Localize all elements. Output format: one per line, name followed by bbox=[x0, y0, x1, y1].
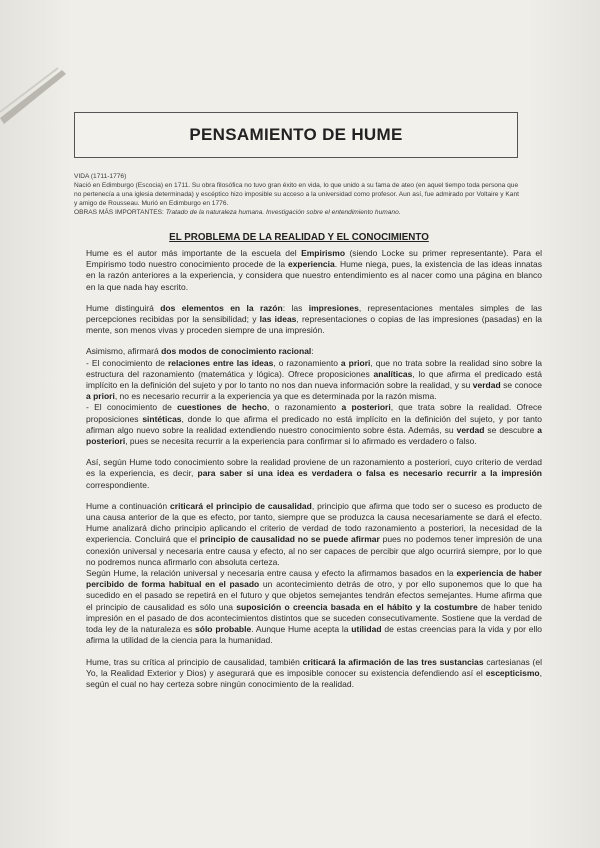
paragraph-elementos bbox=[86, 303, 542, 337]
text-run: Hume a continuación bbox=[86, 500, 171, 511]
text-run: de estas creencias para la vida y por ello afirma la utilidad de la ciencia para la humanidad. bbox=[86, 624, 542, 646]
text-run: , principio que afirma que todo ser o suceso es producto de una causa anterior de la que es efecto, por tanto, siempre que se produzca la causa necesariamente se dará el efecto. Hume analizará dicho principio aplicando el criterio de verdad de todo razonamiento a posteriori, la necesidad de la experiencia. Concluirá que el bbox=[86, 500, 543, 545]
bold-run: a posteriori bbox=[86, 424, 543, 447]
bold-run: experiencia de haber percibido de forma habitual en el pasado bbox=[86, 568, 542, 590]
text-run: pues no podemos tener impresión de una conexión universal y necesaria entre causa y efecto, al no ser capaces de percibir que algo ocurrirá siempre, por lo que no podremos nunca afirmarlo con absoluta certeza. bbox=[86, 534, 543, 567]
bold-run: experiencia bbox=[287, 259, 335, 270]
text-run: , pues se necesita recurrir a la experiencia para confirmar si lo afirmado es verdadero o falso. bbox=[125, 436, 477, 447]
text-run: Según Hume, la relación universal y necesaria entre causa y efecto la afirmamos basados en la bbox=[86, 568, 457, 579]
text-run: Así, según Hume todo conocimiento sobre la realidad proviene de un razonamiento a posteriori, cuyo criterio de verdad es la experiencia, es decir, bbox=[86, 457, 542, 479]
section-title: EL PROBLEMA DE LA REALIDAD Y EL CONOCIMIENTO bbox=[169, 232, 429, 243]
bold-run: relaciones entre las ideas bbox=[167, 357, 274, 368]
vida-section bbox=[74, 172, 524, 217]
text-run: . Hume niega, pues, la existencia de las ideas innatas en la razón anteriores a la experiencia, y considera que nuestro entendimiento es al nacer como una página en blanco en la que nada hay escrito. bbox=[86, 259, 542, 292]
text-run: , donde lo que afirma el predicado no está implícito en la definición del sujeto, y por tanto afirman algo nuevo sobre la realidad extendiendo nuestro conocimiento sobre ésta. Además, su bbox=[86, 413, 542, 435]
bold-run: escepticismo bbox=[485, 667, 540, 678]
page-fold-mark bbox=[0, 0, 90, 130]
text-run: - El conocimiento de bbox=[86, 357, 168, 368]
text-run: cartesianas (el Yo, la Realidad Exterior y Dios) y asegurará que es imposible conocer su existencia defendiendo así el bbox=[86, 656, 543, 678]
bold-run: dos elementos en la razón bbox=[160, 302, 283, 313]
bold-run: analíticas bbox=[373, 368, 413, 379]
vida-obras bbox=[74, 208, 524, 217]
list-item-a-posteriori bbox=[86, 402, 542, 447]
paragraph-modos bbox=[86, 346, 542, 447]
bold-run: verdad bbox=[456, 424, 485, 435]
text-run: : bbox=[311, 346, 314, 357]
text-run: , no es necesario recurrir a la experiencia ya que es determinada por la razón misma. bbox=[114, 391, 437, 402]
text-run: (siendo Locke su primer representante). Para el Empirismo todo nuestro conocimiento procede de la bbox=[86, 248, 543, 270]
text-run: . Aunque Hume acepta la bbox=[251, 624, 352, 635]
bold-run: cuestiones de hecho bbox=[177, 402, 268, 413]
text-run: se conoce bbox=[500, 380, 542, 391]
title-box bbox=[74, 112, 518, 158]
bold-run: criticará el principio de causalidad bbox=[170, 500, 312, 511]
bold-run: suposición o creencia basada en el hábito y la costumbre bbox=[236, 601, 478, 612]
text-run: - El conocimiento de bbox=[86, 402, 178, 413]
text-run: de haber tenido impresión en el pasado de dos acontecimientos distintos que se suceden consecutivamente. Sostiene que la verdad de toda ley de la naturaleza es bbox=[86, 601, 542, 635]
bold-run: a priori bbox=[340, 357, 371, 368]
text-run: Hume distinguirá bbox=[86, 302, 161, 313]
vida-heading: VIDA (1711-1776) bbox=[74, 173, 127, 180]
causalidad-continuation bbox=[86, 568, 542, 646]
bold-run: dos modos de conocimiento racional bbox=[161, 346, 312, 357]
bold-run: utilidad bbox=[351, 624, 382, 635]
bold-run: verdad bbox=[472, 380, 501, 391]
bold-run: a posteriori bbox=[341, 402, 391, 413]
text-run: Hume es el autor más importante de la escuela del bbox=[86, 248, 302, 258]
bold-run: impresiones bbox=[308, 302, 359, 313]
text-run: un acontecimiento detrás de otro, y por ello suponemos que lo que ha sucedido en el pasado se repetirá en el futuro y que objetos semejantes tendrán efectos semejantes. Hume afirma que el principio de causalidad es sólo una bbox=[86, 579, 542, 612]
text-run: , o razonamiento bbox=[273, 357, 341, 368]
bold-run: sólo probable bbox=[195, 624, 252, 635]
text-run: Asimismo, afirmará bbox=[86, 346, 162, 357]
bold-run: Empirismo bbox=[301, 248, 346, 258]
text-run: , representaciones mentales simples de las percepciones recibidas por la sensibilidad; y bbox=[86, 302, 543, 325]
text-run: , según el cual no hay certeza sobre ningún conocimiento de la realidad. bbox=[86, 667, 542, 689]
text-run: correspondiente. bbox=[86, 479, 150, 490]
text-run: , que no trata sobre la realidad sino sobre la estructura del razonamiento (matemática y lógica). Ofrece proposiciones bbox=[86, 357, 542, 379]
vida-text: Nació en Edimburgo (Escocia) en 1711. Su obra filosófica no tuvo gran éxito en vida, lo que unido a su fama de ateo (en aquel tiempo toda persona que no pertenecía a una iglesia determinada) y escéptico hizo imposible su acceso a la universidad como profesor. Aun así, fue admirado por Voltaire y Kant y amigo de Rousseau. Murió en Edimburgo en 1776. bbox=[74, 182, 519, 207]
list-item-a-priori bbox=[86, 358, 542, 403]
paragraph-sustancias bbox=[86, 657, 542, 691]
text-run: , o razonamiento bbox=[267, 402, 342, 413]
bold-run: principio de causalidad no se puede afirmar bbox=[199, 534, 380, 545]
paragraph-causalidad bbox=[86, 501, 542, 647]
obras-label: OBRAS MÁS IMPORTANTES: bbox=[74, 209, 164, 216]
bold-run: sintéticas bbox=[142, 413, 182, 424]
text-run: , representaciones o copias de las impresiones (pasadas) en la mente, son menos vivas y proceden siempre de una impresión. bbox=[86, 314, 542, 336]
obras-text: Tratado de la naturaleza humana. Investigación sobre el entendimiento humano. bbox=[165, 209, 401, 216]
paragraph-empirismo bbox=[86, 248, 542, 293]
text-run: se descubre bbox=[484, 424, 538, 435]
main-content bbox=[86, 248, 542, 700]
bold-run: criticará la afirmación de las tres sustancias bbox=[302, 656, 484, 667]
text-run: : las bbox=[282, 302, 309, 313]
bold-run: para saber si una idea es verdadera o falsa es necesario recurrir a la impresión bbox=[197, 468, 542, 479]
text-run: , lo que afirma el predicado está implícito en la definición del sujeto y por lo tanto no nos dan nueva información sobre la realidad, y su bbox=[86, 368, 542, 391]
text-run: Hume, tras su crítica al principio de causalidad, también bbox=[86, 656, 303, 667]
paragraph-criterio bbox=[86, 457, 542, 491]
bold-run: las ideas bbox=[259, 314, 297, 325]
bold-run: a priori bbox=[86, 391, 115, 402]
page-title: PENSAMIENTO DE HUME bbox=[189, 125, 403, 144]
text-run: , que trata sobre la realidad. Ofrece proposiciones bbox=[86, 402, 542, 424]
